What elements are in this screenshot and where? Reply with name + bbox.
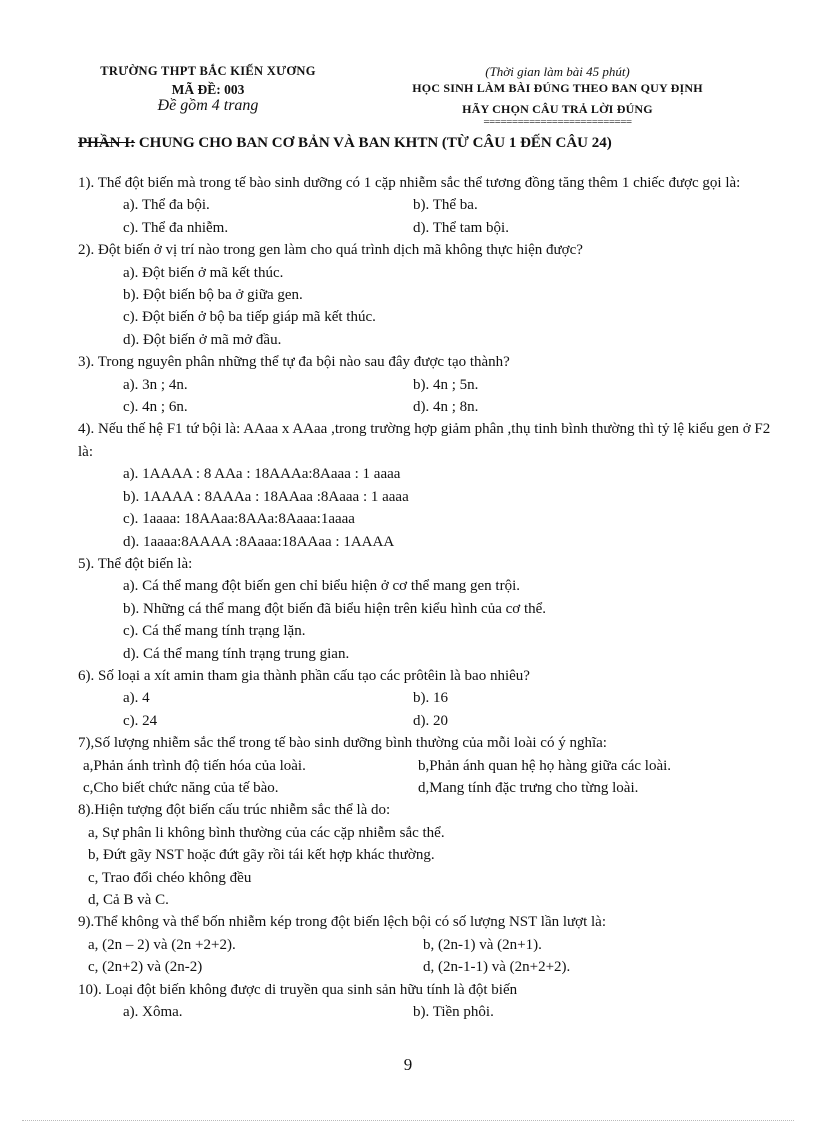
question-7-options-row1 <box>78 755 778 777</box>
q1-option-b: b). Thể ba. <box>413 197 478 214</box>
q2-option-b: b). Đột biến bộ ba ở giữa gen. <box>123 287 303 304</box>
question-2: 2). Đột biến ở vị trí nào trong gen làm cho quá trình dịch mã không thực hiện được? <box>78 242 583 259</box>
q8-option-c: c, Trao đổi chéo không đều <box>88 869 252 886</box>
q9-option-c: c, (2n+2) và (2n-2) <box>88 959 203 976</box>
section-heading: CHUNG CHO BAN CƠ BẢN VÀ BAN KHTN (TỪ CÂU 1 ĐẾN CÂU 24) <box>135 135 612 151</box>
question-9: 9).Thể không và thể bốn nhiễm kép trong đột biến lệch bội có số lượng NST lần lượt là: <box>78 914 607 931</box>
divider-equals: ========================== <box>483 116 632 128</box>
q4-option-d: d). 1aaaa:8AAAA :8Aaaa:18AAaa : 1AAAA <box>123 533 395 550</box>
q6-option-d: d). 20 <box>413 712 448 729</box>
q10-option-b: b). Tiền phôi. <box>413 1004 494 1021</box>
question-1: 1). Thể đột biến mà trong tế bào sinh dưỡng có 1 cặp nhiễm sắc thể tương đồng tăng thêm 1 chiếc được gọi là: <box>78 175 741 191</box>
instruction-line-2: HÃY CHỌN CÂU TRẢ LỜI ĐÚNG <box>462 102 653 116</box>
question-list <box>78 172 778 1023</box>
q6-option-c: c). 24 <box>123 712 158 729</box>
section-prefix: PHẦN I: <box>78 135 136 151</box>
question-1-options-row1 <box>78 194 778 216</box>
q3-option-c: c). 4n ; 6n. <box>123 399 188 416</box>
q3-option-d: d). 4n ; 8n. <box>413 399 479 416</box>
question-6-options-row2 <box>78 710 778 732</box>
q2-option-a: a). Đột biến ở mã kết thúc. <box>123 264 284 281</box>
question-9-options-row2 <box>78 956 778 978</box>
header-left <box>78 64 338 115</box>
q10-option-a: a). Xôma. <box>123 1004 183 1021</box>
q6-option-b: b). 16 <box>413 690 448 707</box>
q1-option-d: d). Thể tam bội. <box>413 219 509 236</box>
q7-option-d: d,Mang tính đặc trưng cho từng loài. <box>418 779 639 796</box>
question-10-options-row1 <box>78 1001 778 1023</box>
page-number: 9 <box>403 1055 413 1074</box>
q4-option-c: c). 1aaaa: 18AAaa:8AAa:8Aaaa:1aaaa <box>123 511 355 528</box>
q1-option-c: c). Thể đa nhiễm. <box>123 219 229 236</box>
question-4: 4). Nếu thế hệ F1 tứ bội là: AAaa x AAaa ,trong trường hợp giảm phân ,thụ tinh bình thường thì tỷ lệ kiểu gen ở F2 là: <box>78 421 771 460</box>
exam-code: MÃ ĐỀ: 003 <box>171 82 245 97</box>
q1-option-a: a). Thể đa bội. <box>123 197 210 214</box>
header-right <box>385 64 730 126</box>
q2-option-c: c). Đột biến ở bộ ba tiếp giáp mã kết thúc. <box>123 309 376 326</box>
question-10: 10). Loại đột biến không được di truyền qua sinh sản hữu tính là đột biến <box>78 981 518 998</box>
q4-option-b: b). 1AAAA : 8AAAa : 18AAaa :8Aaaa : 1 aaaa <box>123 488 409 505</box>
question-9-options-row1 <box>78 934 778 956</box>
question-8: 8).Hiện tượng đột biến cấu trúc nhiễm sắc thể là do: <box>78 802 391 819</box>
q8-option-d: d, Cả B và C. <box>88 892 169 908</box>
q5-option-b: b). Những cá thể mang đột biến đã biểu hiện trên kiểu hình của cơ thể. <box>123 600 547 617</box>
question-7-options-row2 <box>78 777 778 799</box>
school-name: TRƯỜNG THPT BẮC KIẾN XƯƠNG <box>100 64 316 78</box>
q2-option-d: d). Đột biến ở mã mở đầu. <box>123 331 282 348</box>
q6-option-a: a). 4 <box>123 690 150 707</box>
question-5: 5). Thể đột biến là: <box>78 555 193 572</box>
question-6-options-row1 <box>78 687 778 709</box>
q3-option-a: a). 3n ; 4n. <box>123 376 188 393</box>
q5-option-c: c). Cá thể mang tính trạng lặn. <box>123 623 306 640</box>
question-3: 3). Trong nguyên phân những thể tự đa bội nào sau đây được tạo thành? <box>78 354 510 371</box>
question-3-options-row1 <box>78 374 778 396</box>
q7-option-a: a,Phản ánh trình độ tiến hóa của loài. <box>83 757 306 774</box>
question-6: 6). Số loại a xít amin tham gia thành phần cấu tạo các prôtêin là bao nhiêu? <box>78 667 530 684</box>
instruction-line-1: HỌC SINH LÀM BÀI ĐÚNG THEO BAN QUY ĐỊNH <box>412 81 703 95</box>
question-7: 7),Số lượng nhiễm sắc thể trong tế bào sinh dưỡng bình thường của mỗi loài có ý nghĩa: <box>78 735 607 752</box>
q7-option-b: b,Phản ánh quan hệ họ hàng giữa các loài. <box>418 757 672 774</box>
q4-option-a: a). 1AAAA : 8 AAa : 18AAAa:8Aaaa : 1 aaaa <box>123 466 401 483</box>
q9-option-d: d, (2n-1-1) và (2n+2+2). <box>423 959 571 976</box>
q9-option-b: b, (2n-1) và (2n+1). <box>423 936 542 953</box>
time-limit: (Thời gian làm bài 45 phút) <box>485 64 630 79</box>
q8-option-a: a, Sự phân li không bình thường của các cặp nhiễm sắc thể. <box>88 824 445 841</box>
q5-option-a: a). Cá thể mang đột biến gen chỉ biểu hiện ở cơ thể mang gen trội. <box>123 578 521 595</box>
q8-option-b: b, Đứt gãy NST hoặc đứt gãy rồi tái kết hợp khác thường. <box>88 847 435 864</box>
q5-option-d: d). Cá thể mang tính trạng trung gian. <box>123 645 350 662</box>
page-bottom-divider <box>22 1120 794 1121</box>
question-3-options-row2 <box>78 396 778 418</box>
q3-option-b: b). 4n ; 5n. <box>413 376 479 393</box>
q7-option-c: c,Cho biết chức năng của tế bào. <box>83 779 279 796</box>
question-1-options-row2 <box>78 217 778 239</box>
q9-option-a: a, (2n – 2) và (2n +2+2). <box>88 936 236 953</box>
page-count-note: Đề gồm 4 trang <box>157 97 259 114</box>
section-title <box>78 135 612 152</box>
